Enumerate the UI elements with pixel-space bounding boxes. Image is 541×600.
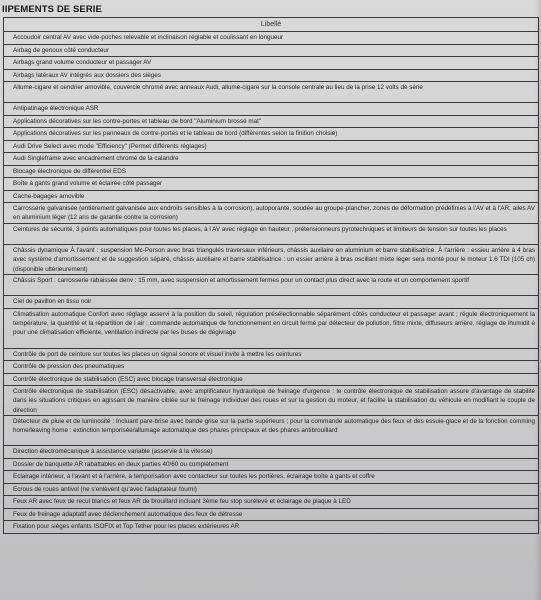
column-header-libelle: Libellé <box>4 18 538 32</box>
table-row: Contrôle électronique de stabilisation (ESC) désactivable, avec amplificateur hydraulique de freinage d'urgence : le contrôle électronique de stabilisation assure d'avantage de stabilité dans les situations critiques en agissant de manière ciblée sur le freinage individuel des roues et sur la gestion du moteur, et facilite la stabilisation du véhicule en modifiant le couple de direction <box>4 386 538 416</box>
table-row: Ecrous de roues antivol (ne s'enlèvent qu'avec l'adaptateur fourni) <box>4 484 538 497</box>
table-row: Audi Singleframe avec encadrement chromé de la calandre <box>4 153 538 166</box>
table-row: Contrôle de pression des pneumatiques <box>4 361 538 374</box>
table-row: Dossier de banquette AR rabattables en deux parties 40/60 ou complètement <box>4 459 538 472</box>
table-row: Contrôle de port de ceinture sur toutes les places un signal sonore et visuel invite à mettre les ceintures <box>4 349 538 362</box>
table-row: Eclairage intérieur, à l'avant et à l'arrière, à temporisation avec contacteur sur toutes les portières, éclairage boîte à gants et coffre <box>4 471 538 484</box>
table-row: Ciel de pavillon en tissu noir <box>4 296 538 309</box>
table-row: Fixation pour sièges enfants ISOFIX et Top Tether pour les places extérieures AR <box>4 521 538 534</box>
section-title: IIPEMENTS DE SERIE <box>2 4 102 15</box>
table-row: Détecteur de pluie et de luminosité : Incluant pare-brise avec bande grise sur la partie supérieurs ; pour la commande automatique des feux et des essuie-glace et de la fonction comming home/leaving home : extinction temporisée/allumage automatique des phares principaux et des phares antibrouillard <box>4 416 538 446</box>
equipment-table <box>3 17 539 534</box>
table-row: Airbags latéraux AV intégrés aux dossiers des sièges <box>4 70 538 83</box>
table-row: Blocage électronique de différentiel EDS <box>4 166 538 179</box>
table-row: Feux AR avec feux de recul blancs et feux AR de brouillard incluant 3ème feu stop surélevé et éclairage de plaque à LED <box>4 496 538 509</box>
table-row: Carrosserie galvanisée (entièrement galvanisée aux endroits sensibles à la corrosion), autoporante, soudée au groupe-plancher, zones de déformation prédéfinies à l'AV et à l'AR, ailes AV en aluminium léger (12 ans de garantie contre la corrosion) <box>4 203 538 224</box>
table-row: Applications décoratives sur les contre-portes et tableau de bord "Aluminium brossé mat" <box>4 116 538 129</box>
table-row: Climatisation automatique Confort avec réglage asservi à la position du soleil, régulation présélectionnable séparément côtés conducteur et passager avant ; régule électroniquement la température, la quantité et la répartition de l air ; commande automatique de fonctionnement en circuit fermé par détecteur de pollution, filtre mixte, diffuseurs arrière, réglage de lhumidit é pour une climatisation efficiente, ventilation indirecte par les buses de dégivrage <box>4 309 538 349</box>
table-row: Antipatinage électronique ASR <box>4 103 538 116</box>
table-row: Direction électromécanique à assistance variable (asservie à la vitesse) <box>4 446 538 459</box>
table-row: Cache-bagages amovible <box>4 191 538 204</box>
table-row: Boîte à gants grand volume et éclairée côté passager <box>4 178 538 191</box>
table-row: Châssis dynamique À l'avant : suspension Mc-Person avec bras triangulés traversaux inférieurs, châssis auxilaire en aluminium et barre stabilisatrice. À l'arrière : essieu arrière à 4 bras avec système d'amortissement et de suggestion séparé, châssis auxiliaire et barre stabilisatrice : un essier arrière à bras oscillant mixte léger sera monté pour le moteur 1.6 TDI (105 ch) (disponible ultérieurement) <box>4 245 538 275</box>
table-row: Ceintures de sécurité, 3 points automatiques pour toutes les places, à l AV avec réglage en hauteur , prétensionneurs pyrotechniques et limiteurs de tension sur toutes les places <box>4 224 538 245</box>
table-row: Airbags grand volume conducteur et passager AV <box>4 57 538 70</box>
table-row: Audi Drive Select avec mode "Efficiency" (Permet différents réglages) <box>4 141 538 154</box>
table-row: Allume-cigare et cendrier amovible, couvercle chromé avec anneaux Audi, allume-cigare sur la console centrale au lieu de la prise 12 volts de série <box>4 82 538 103</box>
table-row: Applications décoratives sur les panneaux de contre-portes et le tableau de bord (différentes selon la finition choisie) <box>4 128 538 141</box>
page-shadow <box>535 0 541 600</box>
table-row: Châssis Sport : carrosserie rabaissée denv : 15 mm, avec suspension et amortissement fermes pour un contact plus direct avec la route et un comportement sportif <box>4 275 538 296</box>
table-row: Contrôle électronique de stabilisation (ESC) avec blocage transversal électronique <box>4 374 538 387</box>
table-row: Airbag de genoux côté conducteur <box>4 45 538 58</box>
table-row: Accoudoir central AV avec vide-poches relevable et inclinaison réglable et coulissant en longueur <box>4 32 538 45</box>
table-row: Feux de freinage adaptatif avec déclenchement automatique des feux de détresse <box>4 509 538 522</box>
